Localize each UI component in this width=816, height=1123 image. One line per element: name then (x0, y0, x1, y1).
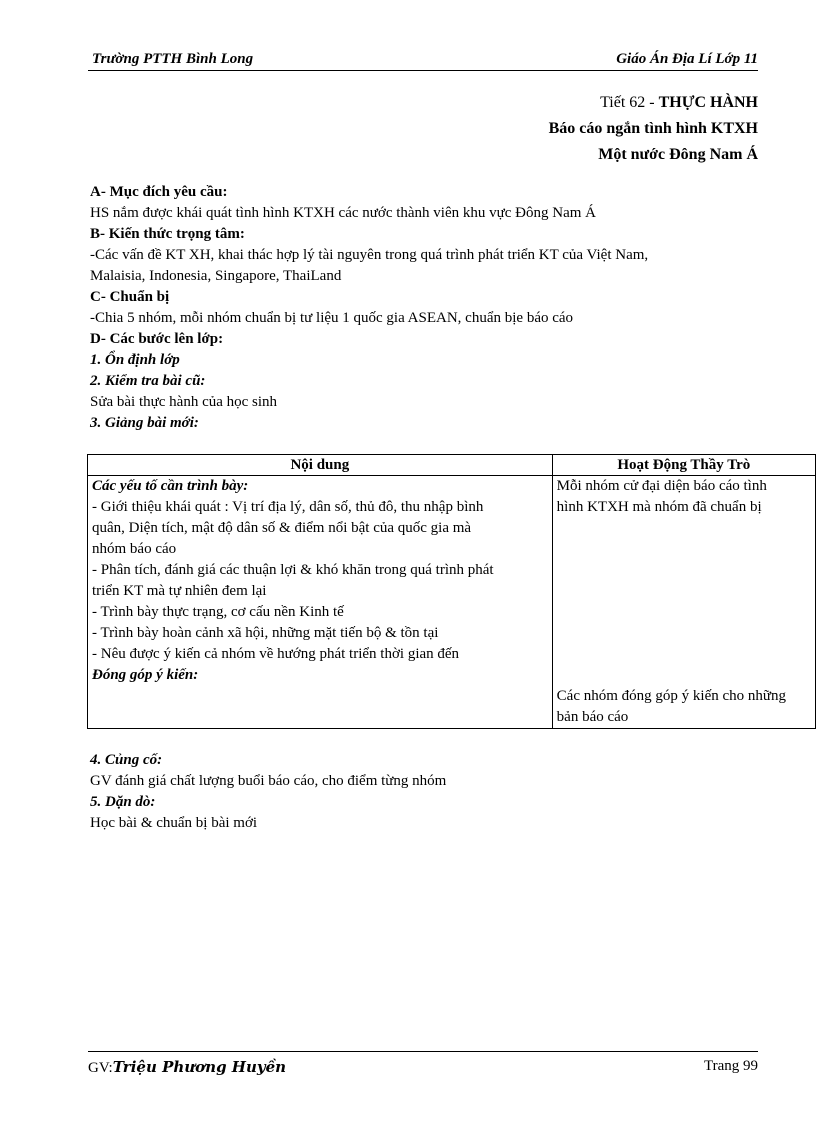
content-line: quân, Diện tích, mật độ dân số & điểm nổi bật của quốc gia mà (92, 520, 472, 536)
column-header-activity: Hoạt Động Thầy Trò (552, 455, 815, 476)
teacher-name: Triệu Phương Huyền (112, 1058, 287, 1076)
step-2-heading: 2. Kiểm tra bài cũ: (90, 373, 206, 389)
content-line: - Trình bày hoàn cảnh xã hội, những mặt tiến bộ & tồn tại (92, 625, 439, 641)
step-3-heading: 3. Giảng bài mới: (90, 415, 199, 431)
step-2-text: Sửa bài thực hành của học sinh (90, 394, 278, 410)
lesson-number: Tiết 62 - (600, 94, 659, 111)
page-number: Trang 99 (703, 1058, 758, 1074)
lesson-body (90, 182, 770, 434)
spacer (92, 686, 548, 707)
section-c-heading: C- Chuẩn bị (90, 289, 170, 305)
subject-name: Giáo Án Địa Lí Lớp 11 (616, 51, 758, 67)
page-footer (88, 1051, 758, 1076)
section-b-text-2: Malaisia, Indonesia, Singapore, ThaiLand (90, 268, 342, 284)
spacer (557, 539, 811, 560)
lesson-table (87, 454, 816, 729)
content-line: nhóm báo cáo (92, 541, 177, 557)
spacer (557, 560, 811, 581)
step-4-heading: 4. Củng cố: (90, 752, 163, 768)
lesson-subtitle-2: Một nước Đông Nam Á (598, 146, 758, 163)
section-c-text: -Chia 5 nhóm, mỗi nhóm chuẩn bị tư liệu 1 quốc gia ASEAN, chuẩn bịe báo cáo (90, 310, 574, 326)
spacer (557, 602, 811, 623)
section-b-text-1: -Các vấn đề KT XH, khai thác hợp lý tài nguyên trong quá trình phát triển KT của Việt Nam, (90, 247, 649, 263)
spacer (557, 623, 811, 644)
lesson-subtitle: Báo cáo ngắn tình hình KTXH (548, 120, 758, 137)
spacer (557, 665, 811, 686)
page-header (88, 50, 758, 71)
content-line: - Nêu được ý kiến cả nhóm về hướng phát triển thời gian đến (92, 646, 460, 662)
step-4-text: GV đánh giá chất lượng buổi báo cáo, cho điểm từng nhóm (90, 773, 447, 789)
activity-line: Các nhóm đóng góp ý kiến cho những (556, 688, 787, 704)
activity-cell (552, 476, 815, 729)
step-5-heading: 5. Dặn dò: (90, 794, 156, 810)
activity-line: bản báo cáo (556, 709, 629, 725)
lesson-title-block (549, 90, 758, 168)
content-line: triển KT mà tự nhiên đem lại (92, 583, 267, 599)
column-header-content: Nội dung (88, 455, 553, 476)
closing-section (90, 750, 446, 834)
content-heading: Các yếu tố cần trình bày: (92, 478, 249, 494)
content-line: - Trình bày thực trạng, cơ cấu nền Kinh tế (92, 604, 344, 620)
table-header-row (88, 455, 816, 476)
section-a-heading: A- Mục đích yêu cầu: (90, 184, 228, 200)
step-1-heading: 1. Ổn định lớp (90, 352, 180, 368)
spacer (557, 581, 811, 602)
activity-line: hình KTXH mà nhóm đã chuẩn bị (556, 499, 762, 515)
spacer (92, 707, 548, 728)
school-name: Trường PTTH Bình Long (92, 51, 254, 67)
gv-prefix: GV: (88, 1060, 113, 1076)
step-5-text: Học bài & chuẩn bị bài mới (90, 815, 258, 831)
content-line: - Phân tích, đánh giá các thuận lợi & khó khăn trong quá trình phát (92, 562, 494, 578)
lesson-type: THỰC HÀNH (658, 94, 758, 111)
section-b-heading: B- Kiến thức trọng tâm: (90, 226, 245, 242)
spacer (557, 518, 811, 539)
content-line: - Giới thiệu khái quát : Vị trí địa lý, dân số, thủ đô, thu nhập bình (92, 499, 484, 515)
activity-line: Mỗi nhóm cử đại diện báo cáo tình (556, 478, 767, 494)
section-a-text: HS nắm được khái quát tình hình KTXH các nước thành viên khu vực Đông Nam Á (90, 205, 596, 221)
section-d-heading: D- Các bước lên lớp: (90, 331, 224, 347)
teacher-credit (88, 1058, 286, 1077)
content-cell (88, 476, 553, 729)
spacer (557, 644, 811, 665)
lesson-title (549, 90, 758, 116)
contribute-heading: Đóng góp ý kiến: (92, 667, 199, 683)
table-row (88, 476, 816, 729)
